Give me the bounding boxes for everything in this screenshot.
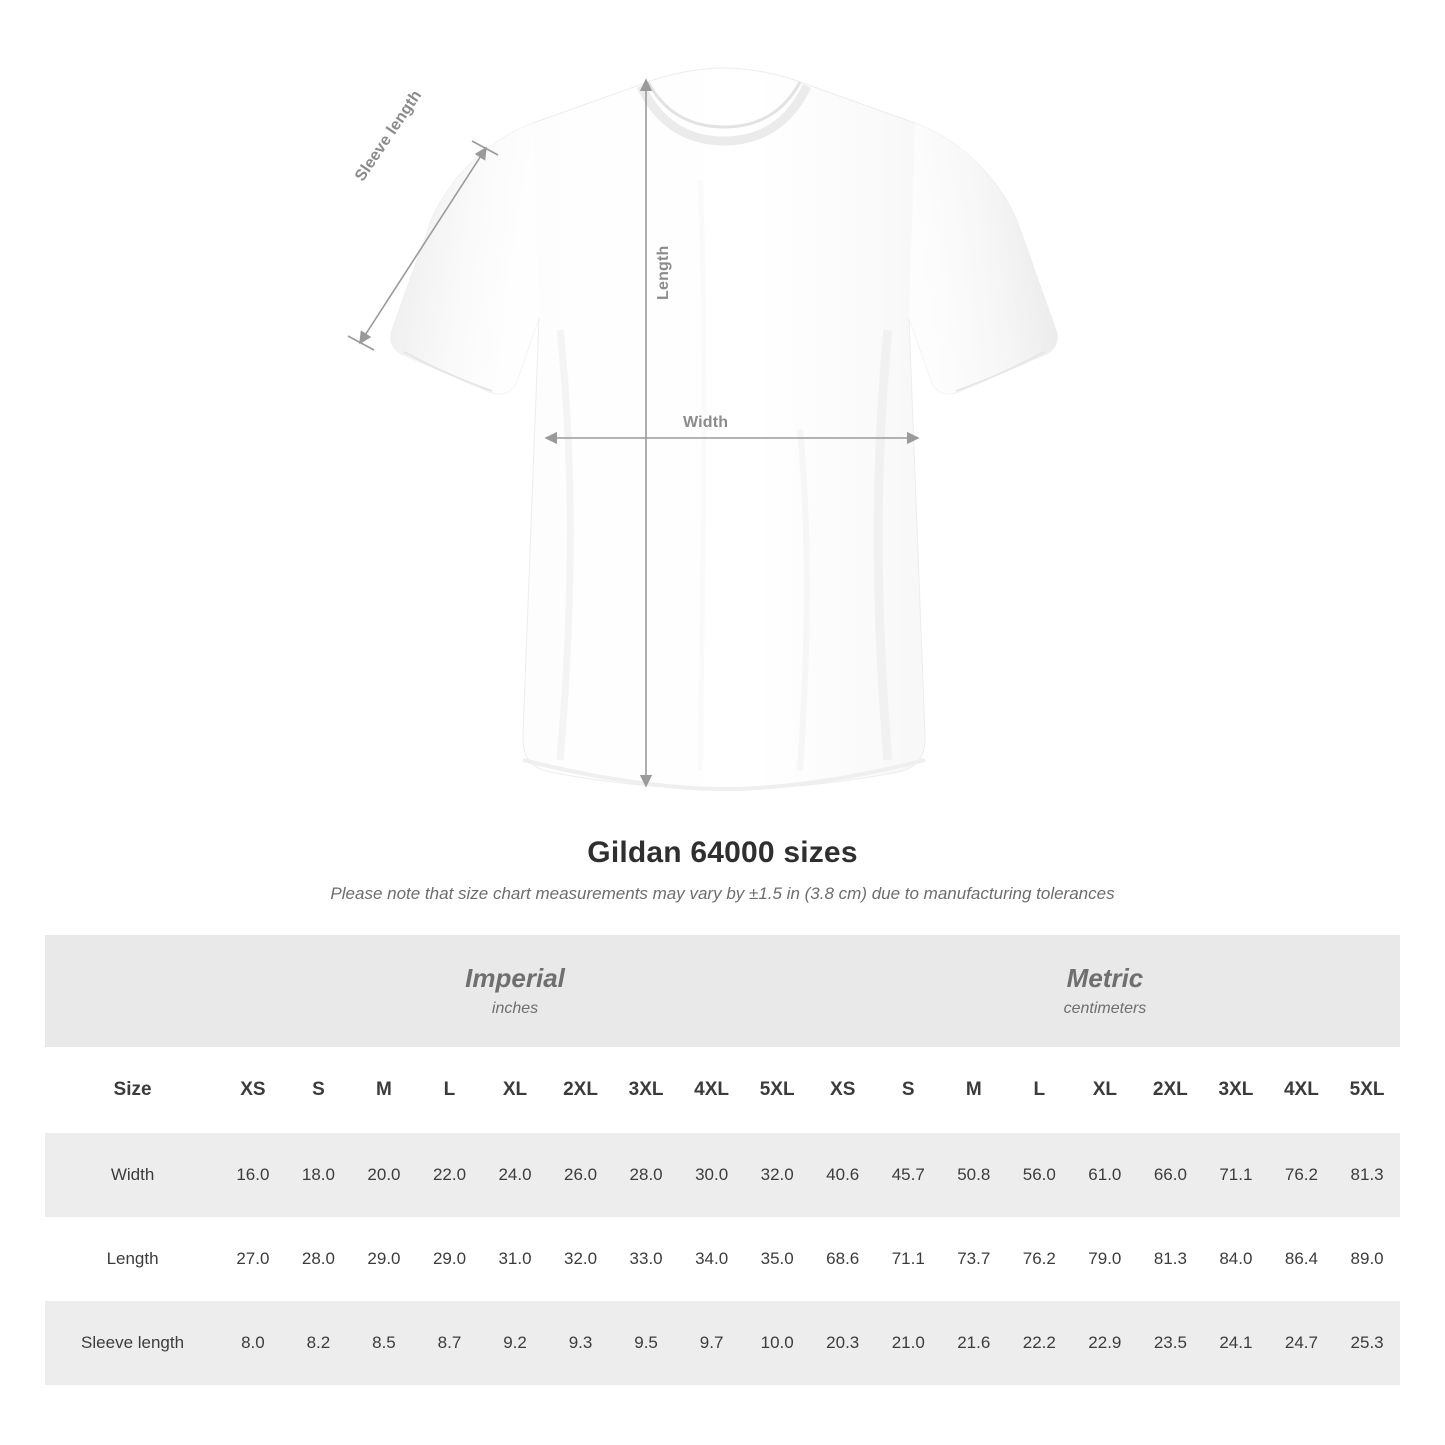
data-cell: 81.3: [1138, 1217, 1204, 1301]
header-size: Size: [45, 1047, 220, 1133]
row-label: Length: [45, 1217, 220, 1301]
table-row: [45, 1217, 1400, 1301]
size-chart-table-wrapper: [45, 935, 1400, 1385]
data-cell: 18.0: [286, 1133, 352, 1217]
data-cell: 8.2: [286, 1301, 352, 1385]
data-cell: 32.0: [548, 1217, 614, 1301]
header-cell: XS: [810, 1047, 876, 1133]
data-cell: 24.7: [1269, 1301, 1335, 1385]
data-cell: 68.6: [810, 1217, 876, 1301]
header-cell: 3XL: [613, 1047, 679, 1133]
header-cell: 5XL: [1334, 1047, 1400, 1133]
header-cell: 4XL: [1269, 1047, 1335, 1133]
unit-banner-row: [45, 935, 1400, 1047]
data-cell: 33.0: [613, 1217, 679, 1301]
header-cell: XL: [1072, 1047, 1138, 1133]
data-cell: 86.4: [1269, 1217, 1335, 1301]
unit-imperial: [220, 935, 810, 1047]
data-cell: 76.2: [1007, 1217, 1073, 1301]
data-cell: 21.0: [875, 1301, 941, 1385]
data-cell: 32.0: [744, 1133, 810, 1217]
data-cell: 71.1: [1203, 1133, 1269, 1217]
data-cell: 71.1: [875, 1217, 941, 1301]
data-cell: 28.0: [286, 1217, 352, 1301]
data-cell: 89.0: [1334, 1217, 1400, 1301]
header-cell: S: [286, 1047, 352, 1133]
data-cell: 79.0: [1072, 1217, 1138, 1301]
header-cell: S: [875, 1047, 941, 1133]
header-cell: M: [941, 1047, 1007, 1133]
data-cell: 22.0: [417, 1133, 483, 1217]
data-cell: 56.0: [1007, 1133, 1073, 1217]
data-cell: 50.8: [941, 1133, 1007, 1217]
data-cell: 27.0: [220, 1217, 286, 1301]
header-cell: L: [1007, 1047, 1073, 1133]
header-cell: L: [417, 1047, 483, 1133]
data-cell: 30.0: [679, 1133, 745, 1217]
unit-metric-name: Metric: [1066, 962, 1144, 993]
data-cell: 9.5: [613, 1301, 679, 1385]
data-cell: 73.7: [941, 1217, 1007, 1301]
data-cell: 84.0: [1203, 1217, 1269, 1301]
data-cell: 16.0: [220, 1133, 286, 1217]
data-cell: 10.0: [744, 1301, 810, 1385]
data-cell: 29.0: [351, 1217, 417, 1301]
data-cell: 81.3: [1334, 1133, 1400, 1217]
data-cell: 66.0: [1138, 1133, 1204, 1217]
header-cell: 4XL: [679, 1047, 745, 1133]
data-cell: 26.0: [548, 1133, 614, 1217]
header-cell: XS: [220, 1047, 286, 1133]
table-header-row: [45, 1047, 1400, 1133]
data-cell: 24.0: [482, 1133, 548, 1217]
row-label: Sleeve length: [45, 1301, 220, 1385]
size-chart-table: [45, 935, 1400, 1385]
data-cell: 8.5: [351, 1301, 417, 1385]
title-block: [0, 836, 1445, 904]
data-cell: 61.0: [1072, 1133, 1138, 1217]
data-cell: 20.0: [351, 1133, 417, 1217]
header-cell: XL: [482, 1047, 548, 1133]
header-cell: M: [351, 1047, 417, 1133]
tolerance-note: Please note that size chart measurements may vary by ±1.5 in (3.8 cm) due to manufacturing tolerances: [330, 884, 1115, 903]
unit-banner-spacer: [45, 935, 220, 1047]
data-cell: 35.0: [744, 1217, 810, 1301]
header-cell: 2XL: [1138, 1047, 1204, 1133]
unit-imperial-sub: inches: [491, 1000, 539, 1018]
data-cell: 21.6: [941, 1301, 1007, 1385]
header-cell: 5XL: [744, 1047, 810, 1133]
unit-imperial-name: Imperial: [465, 962, 565, 993]
data-cell: 28.0: [613, 1133, 679, 1217]
data-cell: 9.3: [548, 1301, 614, 1385]
table-row: [45, 1133, 1400, 1217]
page-title: Gildan 64000 sizes: [587, 836, 858, 869]
data-cell: 45.7: [875, 1133, 941, 1217]
unit-metric: [810, 935, 1400, 1047]
data-cell: 22.2: [1007, 1301, 1073, 1385]
data-cell: 22.9: [1072, 1301, 1138, 1385]
data-cell: 24.1: [1203, 1301, 1269, 1385]
header-cell: 3XL: [1203, 1047, 1269, 1133]
data-cell: 31.0: [482, 1217, 548, 1301]
data-cell: 20.3: [810, 1301, 876, 1385]
data-cell: 40.6: [810, 1133, 876, 1217]
data-cell: 29.0: [417, 1217, 483, 1301]
length-label: Length: [655, 245, 672, 300]
unit-metric-sub: centimeters: [1063, 1000, 1147, 1018]
width-label: Width: [683, 414, 729, 431]
data-cell: 9.2: [482, 1301, 548, 1385]
data-cell: 23.5: [1138, 1301, 1204, 1385]
data-cell: 8.0: [220, 1301, 286, 1385]
data-cell: 9.7: [679, 1301, 745, 1385]
header-cell: 2XL: [548, 1047, 614, 1133]
data-cell: 25.3: [1334, 1301, 1400, 1385]
data-cell: 34.0: [679, 1217, 745, 1301]
data-cell: 8.7: [417, 1301, 483, 1385]
sleeve-length-label: Sleeve length: [352, 87, 426, 185]
data-cell: 76.2: [1269, 1133, 1335, 1217]
row-label: Width: [45, 1133, 220, 1217]
table-row: [45, 1301, 1400, 1385]
